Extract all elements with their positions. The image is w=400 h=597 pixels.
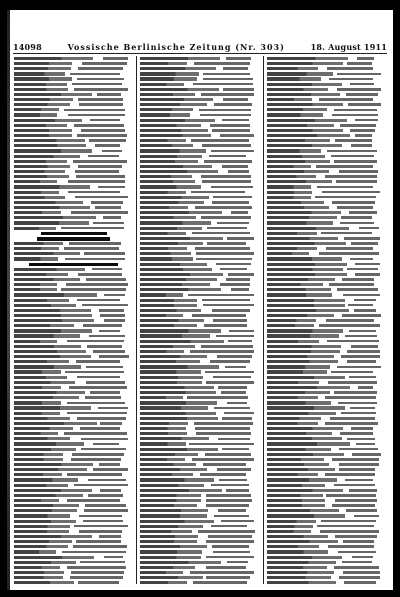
binding-shadow: [7, 10, 10, 590]
column-1: [11, 56, 136, 584]
column-3: [263, 56, 389, 584]
column-2: [136, 56, 262, 584]
text-columns: [11, 56, 389, 584]
page-header: [13, 41, 387, 54]
page-number: 14098: [13, 42, 42, 52]
text-line: [140, 580, 259, 584]
issue-date: 18. August 1911: [310, 42, 387, 52]
newspaper-title: Vossische Berlinische Zeitung (Nr. 303): [67, 42, 285, 52]
text-line: [267, 580, 386, 584]
text-line: [14, 580, 133, 584]
newspaper-page: [7, 10, 393, 590]
